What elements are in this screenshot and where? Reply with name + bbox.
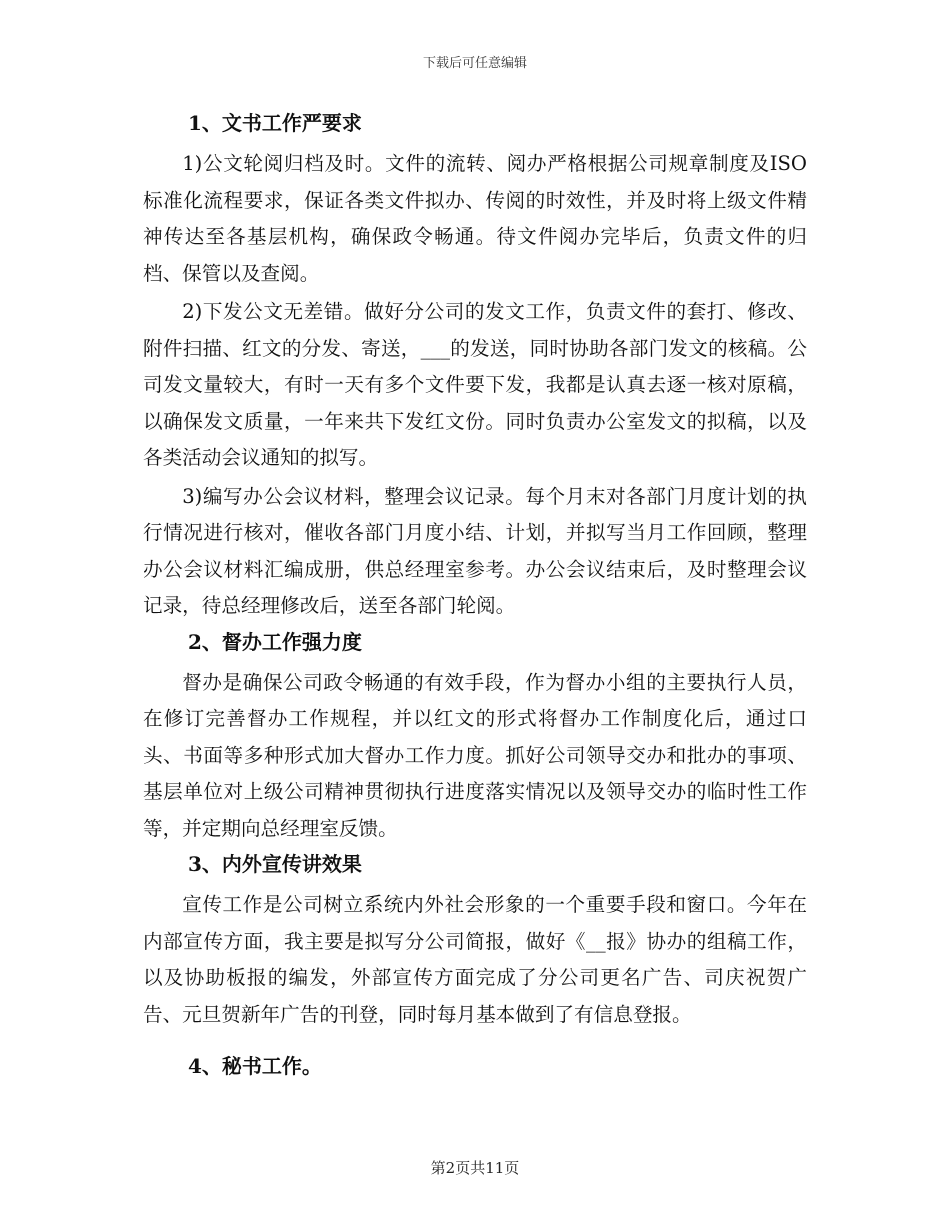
- paragraph: 督办是确保公司政令畅通的有效手段，作为督办小组的主要执行人员，在修订完善督办工作规程，并以红文的形式将督办工作制度化后，通过口头、书面等多种形式加大督办工作力度。抓好公司领导交办和批办的事项、基层单位对上级公司精神贯彻执行进度落实情况以及领导交办的临时性工作等，并定期向总经理室反馈。: [143, 670, 807, 840]
- paragraph: 宣传工作是公司树立系统内外社会形象的一个重要手段和窗口。今年在内部宣传方面，我主要是拟写分公司简报，做好《__报》协办的组稿工作，以及协助板报的编发，外部宣传方面完成了分公司更名广告、司庆祝贺广告、元旦贺新年广告的刊登，同时每月基本做到了有信息登报。: [143, 893, 807, 1026]
- section-heading-1: 1、文书工作严要求: [188, 111, 362, 135]
- paragraph: 2)下发公文无差错。做好分公司的发文工作，负责文件的套打、修改、附件扫描、红文的分发、寄送，___的发送，同时协助各部门发文的核稿。公司发文量较大，有时一天有多个文件要下发，我都是认真去逐一核对原稿，以确保发文质量，一年来共下发红文份。同时负责办公室发文的拟稿，以及各类活动会议通知的拟写。: [143, 300, 807, 469]
- paragraph: 1)公文轮阅归档及时。文件的流转、阅办严格根据公司规章制度及ISO标准化流程要求，保证各类文件拟办、传阅的时效性，并及时将上级文件精神传达至各基层机构，确保政令畅通。待文件阅办完毕后，负责文件的归档、保管以及查阅。: [143, 152, 807, 285]
- section-heading-3: 3、内外宣传讲效果: [188, 852, 362, 876]
- page-header: 下载后可任意编辑: [422, 56, 527, 71]
- document-body: [143, 108, 807, 1089]
- section-heading-4: 4、秘书工作。: [188, 1054, 322, 1078]
- paragraph: 3)编写办公会议材料，整理会议记录。每个月末对各部门月度计划的执行情况进行核对，催收各部门月度小结、计划，并拟写当月工作回顾，整理办公会议材料汇编成册，供总经理室参考。办公会议结束后，及时整理会议记录，待总经理修改后，送至各部门轮阅。: [143, 484, 807, 617]
- section-heading-2: 2、督办工作强力度: [188, 629, 362, 654]
- page-footer: 第2页共11页: [430, 1159, 520, 1177]
